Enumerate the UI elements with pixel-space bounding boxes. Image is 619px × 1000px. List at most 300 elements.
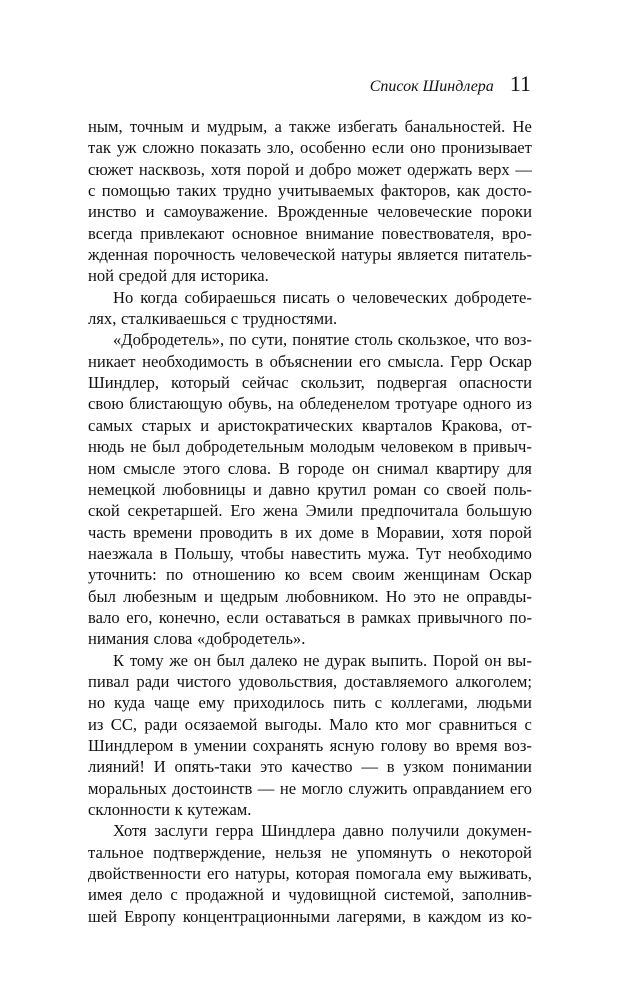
- word: имея: [88, 885, 123, 905]
- word: —: [515, 159, 532, 179]
- word: показать: [200, 138, 261, 158]
- word: моральных: [88, 778, 167, 798]
- word: инство: [88, 202, 137, 222]
- word: банальностей.: [404, 117, 506, 136]
- word: время: [455, 735, 498, 755]
- word: ему: [198, 693, 225, 713]
- word: досто-: [486, 181, 532, 201]
- word: конечно,: [158, 607, 220, 627]
- word: Врожденные: [277, 202, 369, 222]
- word: Польшу,: [174, 543, 234, 563]
- word: коллегами,: [390, 693, 468, 713]
- word: Но: [113, 287, 134, 307]
- word: вро-: [501, 223, 532, 243]
- word: он: [484, 650, 502, 670]
- running-header: [370, 71, 531, 97]
- word: был: [216, 650, 245, 670]
- word: привыч-: [472, 437, 532, 457]
- word: он: [352, 458, 370, 478]
- text-line: [88, 393, 532, 414]
- word: В: [278, 458, 290, 478]
- word: умении: [193, 735, 247, 755]
- word: всем: [309, 565, 343, 585]
- word: и: [145, 202, 155, 222]
- word: в: [386, 757, 395, 777]
- word: ном: [88, 458, 116, 478]
- word: повествователя,: [381, 223, 495, 243]
- word: мудрым,: [207, 117, 268, 136]
- word: он: [193, 650, 211, 670]
- word: аристократических: [217, 415, 354, 435]
- word: если: [371, 138, 405, 158]
- word: докумен-: [467, 821, 532, 841]
- word: выпить.: [371, 650, 428, 670]
- word: и: [295, 159, 304, 179]
- word: добродете-: [454, 287, 532, 307]
- word: из: [516, 394, 532, 414]
- word: ко-: [510, 906, 532, 926]
- word: привлекают: [140, 223, 225, 243]
- word: оправды-: [466, 586, 532, 606]
- word: могло: [301, 778, 343, 798]
- word: опасности: [458, 373, 532, 393]
- word: чаще: [153, 693, 190, 713]
- word: ради: [144, 714, 178, 734]
- word: сложно: [142, 138, 195, 158]
- text-line: [88, 628, 532, 649]
- word: упомянуть: [356, 842, 433, 862]
- word: с: [170, 885, 178, 905]
- word: городе: [297, 458, 345, 478]
- text-line: [88, 223, 532, 244]
- text-line: [88, 137, 532, 158]
- word: рамках: [361, 607, 412, 627]
- word: питатель-: [463, 245, 532, 265]
- text-line: [88, 906, 532, 927]
- word: «добродетель».: [197, 629, 306, 649]
- word: выживать,: [459, 864, 532, 884]
- word: крутил: [317, 479, 367, 499]
- word: кварталов: [361, 415, 433, 435]
- word: жена: [262, 501, 298, 521]
- page-number: 11: [509, 71, 531, 96]
- word: Эмили: [305, 501, 354, 521]
- word: со: [423, 479, 440, 499]
- word: пивал: [88, 671, 130, 691]
- word: человеком: [380, 437, 454, 457]
- word: оправданием: [412, 778, 505, 798]
- word: а: [274, 117, 282, 136]
- word: продажной: [185, 885, 264, 905]
- word: любовником.: [285, 586, 379, 606]
- word: свою: [88, 394, 124, 414]
- word: к: [174, 800, 183, 819]
- word: ным,: [88, 117, 123, 136]
- word: своей: [446, 479, 487, 499]
- word: смысле: [123, 458, 176, 478]
- text-line: [88, 201, 532, 222]
- word: в: [347, 607, 355, 627]
- word: достоинств: [172, 778, 253, 798]
- word: Герр: [450, 351, 483, 371]
- word: лагерями,: [336, 906, 406, 926]
- word: добро: [309, 159, 352, 179]
- word: Оскар: [489, 351, 532, 371]
- word: особенно: [299, 138, 366, 158]
- word: секретаршей.: [127, 501, 223, 521]
- word: вы-: [507, 650, 532, 670]
- word: с: [524, 714, 532, 734]
- word: куда: [114, 693, 145, 713]
- word: любезным: [123, 586, 197, 606]
- word: нюдь: [88, 437, 125, 457]
- word: лияний!: [88, 757, 145, 777]
- word: не: [330, 842, 348, 862]
- text-line: [88, 671, 532, 692]
- word: К: [113, 650, 125, 670]
- word: кто: [375, 714, 399, 734]
- word: отношению: [192, 565, 276, 585]
- word: блистающую: [129, 394, 223, 414]
- word: сохранять: [252, 735, 324, 755]
- word: —: [257, 778, 275, 798]
- word: натуры,: [234, 864, 290, 884]
- word: качество: [291, 757, 353, 777]
- word: их: [295, 522, 313, 542]
- word: поль-: [493, 479, 532, 499]
- word: самых: [88, 415, 133, 435]
- word: о: [336, 287, 346, 307]
- word: который: [170, 373, 230, 393]
- word: человеческой: [240, 245, 336, 265]
- text-line: [88, 436, 532, 457]
- word: одного: [462, 394, 512, 414]
- word: может: [357, 159, 402, 179]
- word: склонности: [88, 800, 170, 819]
- word: если: [226, 607, 259, 627]
- word: нимания: [88, 629, 149, 649]
- word: дурак: [325, 650, 366, 670]
- word: помощью: [101, 181, 171, 201]
- word: обледенелом: [299, 394, 390, 414]
- text-line: [88, 116, 532, 137]
- word: никает: [88, 351, 136, 371]
- word: системой,: [384, 885, 455, 905]
- text-line: [88, 372, 532, 393]
- text-line: [88, 522, 532, 543]
- text-line: [88, 180, 532, 201]
- text-line: [88, 842, 532, 863]
- word: проводить: [199, 522, 273, 542]
- word: нельзя: [275, 842, 322, 862]
- word: Его: [230, 501, 256, 521]
- word: и: [252, 479, 262, 499]
- word: обувь,: [228, 394, 273, 414]
- word: получили: [391, 821, 460, 841]
- word: дело: [130, 885, 163, 905]
- text-line: [88, 735, 532, 756]
- word: ему: [427, 864, 454, 884]
- word: пронизывает: [441, 138, 532, 158]
- word: объяснении: [269, 351, 353, 371]
- word: герра: [215, 821, 254, 841]
- word: которая: [295, 864, 350, 884]
- word: внимание: [305, 223, 374, 243]
- text-line: [88, 458, 532, 479]
- word: порой: [246, 159, 290, 179]
- word: из: [488, 906, 504, 926]
- word: не: [279, 778, 297, 798]
- word: большую: [466, 501, 532, 521]
- word: трудно: [223, 181, 272, 201]
- word: чудовищной: [288, 885, 377, 905]
- word: пить: [333, 693, 366, 713]
- word: в: [280, 522, 288, 542]
- word: пороки: [481, 202, 532, 222]
- word: ской: [88, 501, 120, 521]
- word: далеко: [250, 650, 298, 670]
- word: роман: [373, 479, 417, 499]
- word: тальное: [88, 842, 144, 862]
- word: наезжала: [88, 543, 153, 563]
- word: заслуги: [154, 821, 208, 841]
- word: средой: [118, 266, 168, 286]
- word: писать: [282, 287, 330, 307]
- word: шей: [88, 906, 118, 926]
- word: мужа.: [367, 543, 410, 563]
- word: Шиндлера: [261, 821, 336, 841]
- word: по: [166, 565, 184, 585]
- text-line: [88, 244, 532, 265]
- word: сюжет: [88, 159, 134, 179]
- text-line: [88, 500, 532, 521]
- word: привычного: [417, 607, 503, 627]
- word: сути,: [251, 330, 288, 350]
- word: факторов,: [380, 181, 451, 201]
- word: оно: [410, 138, 436, 158]
- word: часть: [88, 522, 126, 542]
- word: Шиндлером: [88, 735, 174, 755]
- text-line: [88, 479, 532, 500]
- word: мог: [405, 714, 432, 734]
- word: тому: [129, 650, 164, 670]
- word: его: [206, 864, 230, 884]
- text-line: [88, 884, 532, 905]
- word: удовольствия,: [238, 671, 338, 691]
- word: хотя: [210, 159, 242, 179]
- word: предпочитала: [360, 501, 459, 521]
- text-line: [88, 351, 532, 372]
- word: навестить: [290, 543, 361, 563]
- word: его: [358, 351, 382, 371]
- word: заполнив-: [461, 885, 532, 905]
- word: учитываемых: [277, 181, 375, 201]
- word: таких: [176, 181, 217, 201]
- word: доставляемого: [344, 671, 449, 691]
- text-line: [88, 415, 532, 436]
- word: Кракова,: [441, 415, 503, 435]
- word: ко: [284, 565, 301, 585]
- word: некоторой: [459, 842, 532, 862]
- word: подтверждение,: [153, 842, 266, 862]
- word: был: [88, 586, 116, 606]
- word: помогала: [355, 864, 422, 884]
- word: Порой: [432, 650, 479, 670]
- body-text: [88, 116, 532, 927]
- running-title: Список Шиндлера: [369, 78, 494, 95]
- word: голову: [380, 735, 428, 755]
- word: немецкой: [88, 479, 156, 499]
- text-line: [88, 564, 532, 585]
- word: и: [190, 117, 200, 136]
- word: слова.: [227, 458, 271, 478]
- word: как: [456, 181, 481, 201]
- word: квартиру: [436, 458, 500, 478]
- text-line: [88, 287, 532, 308]
- word: старых: [141, 415, 192, 435]
- word: в: [459, 437, 468, 457]
- word: Моравии,: [376, 522, 445, 542]
- word: времени: [133, 522, 193, 542]
- text-line: [88, 692, 532, 713]
- word: что: [475, 330, 499, 350]
- word: людьми: [476, 693, 532, 713]
- word: чистого: [176, 671, 232, 691]
- word: всегда: [88, 223, 133, 243]
- word: от-: [511, 415, 532, 435]
- word: необходимость: [142, 351, 249, 371]
- word: столь: [354, 330, 393, 350]
- word: его,: [126, 607, 153, 627]
- word: так: [88, 138, 111, 158]
- word: доме: [319, 522, 354, 542]
- word: с: [374, 693, 383, 713]
- word: оставаться: [265, 607, 341, 627]
- text-line: [88, 543, 532, 564]
- word: из: [88, 714, 104, 734]
- word: точным: [129, 117, 184, 136]
- word: Шиндлер,: [88, 373, 160, 393]
- text-line: [88, 586, 532, 607]
- word: это: [260, 757, 283, 777]
- word: человеческих: [352, 287, 448, 307]
- word: Тут: [416, 543, 442, 563]
- word: был: [152, 437, 181, 457]
- word: с: [88, 181, 96, 201]
- text-line: [88, 265, 532, 286]
- word: вало: [88, 607, 120, 627]
- word: концентрационными: [182, 906, 330, 926]
- word: и: [271, 885, 281, 905]
- word: давно: [343, 821, 384, 841]
- text-line: [88, 799, 532, 820]
- word: жденная: [88, 245, 149, 265]
- word: трудностями.: [242, 309, 338, 329]
- word: Европу: [124, 906, 176, 926]
- word: любовницы: [162, 479, 246, 499]
- word: о: [441, 842, 450, 862]
- word: одержать: [407, 159, 473, 179]
- word: воз-: [503, 735, 532, 755]
- word: скользкое,: [397, 330, 471, 350]
- word: по: [229, 330, 247, 350]
- text-line: [88, 159, 532, 180]
- text-line: [88, 607, 532, 628]
- word: насквозь,: [138, 159, 205, 179]
- word: лях,: [88, 309, 117, 329]
- word: ясную: [329, 735, 375, 755]
- word: тротуаре: [395, 394, 458, 414]
- word: на: [277, 394, 294, 414]
- word: служить: [348, 778, 408, 798]
- word: когда: [140, 287, 178, 307]
- word: уточнить:: [88, 565, 157, 585]
- text-line: [88, 778, 532, 799]
- word: чтобы: [240, 543, 284, 563]
- word: человеческие: [377, 202, 473, 222]
- word: не: [130, 437, 147, 457]
- word: щедрым: [220, 586, 279, 606]
- word: понимании: [452, 757, 532, 777]
- word: и: [200, 415, 210, 435]
- word: также: [289, 117, 331, 136]
- text-line: [88, 863, 532, 884]
- word: в: [361, 522, 369, 542]
- word: молодым: [309, 437, 375, 457]
- word: Не: [512, 117, 532, 136]
- word: сравниться: [438, 714, 518, 734]
- word: воз-: [503, 330, 532, 350]
- word: верх: [477, 159, 510, 179]
- word: скользит,: [300, 373, 365, 393]
- word: же: [169, 650, 189, 670]
- word: его: [509, 778, 532, 798]
- word: смысла.: [387, 351, 444, 371]
- word: слова: [153, 629, 193, 649]
- word: уж: [116, 138, 137, 158]
- word: этого: [182, 458, 221, 478]
- word: самоуважение.: [163, 202, 268, 222]
- word: СС,: [110, 714, 138, 734]
- word: не: [443, 586, 460, 606]
- word: необходимо: [447, 543, 532, 563]
- word: узком: [403, 757, 444, 777]
- word: своим: [351, 565, 395, 585]
- word: но: [88, 693, 106, 713]
- text-line: [88, 756, 532, 777]
- word: ради: [136, 671, 170, 691]
- word: хотя: [451, 522, 482, 542]
- word: каждом: [427, 906, 482, 926]
- text-line: [88, 308, 532, 329]
- word: порочность: [153, 245, 236, 265]
- word: сейчас: [241, 373, 289, 393]
- word: с: [230, 309, 239, 329]
- text-line: [88, 820, 532, 841]
- word: опять-таки: [174, 757, 252, 777]
- word: в: [179, 735, 188, 755]
- word: Хотя: [113, 821, 147, 841]
- word: И: [153, 757, 166, 777]
- word: двойственности: [88, 864, 202, 884]
- word: это: [413, 586, 436, 606]
- word: историка.: [200, 266, 269, 286]
- word: добродетельным: [185, 437, 305, 457]
- word: снимал: [377, 458, 429, 478]
- word: не: [303, 650, 320, 670]
- word: сталкиваешься: [120, 309, 227, 329]
- word: для: [171, 266, 197, 286]
